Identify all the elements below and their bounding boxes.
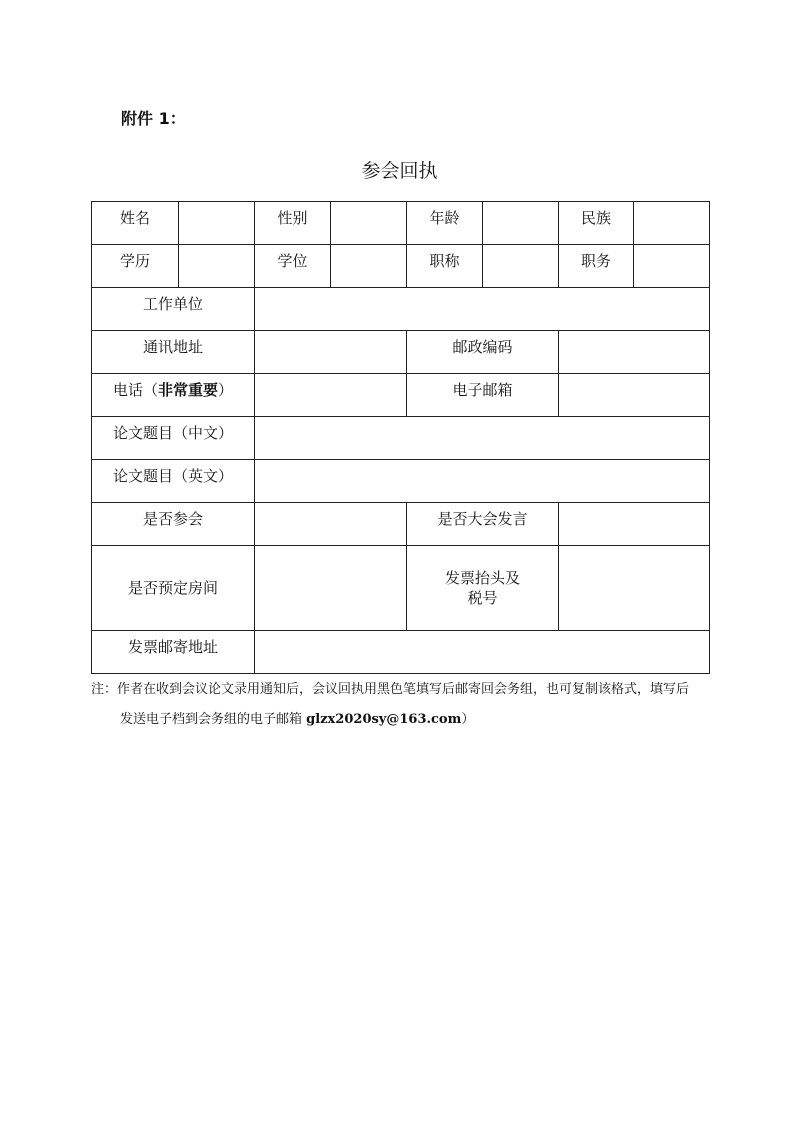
table-row [92,331,710,374]
education-label: 学历 [92,245,179,288]
name-field[interactable] [179,202,255,245]
book-room-label: 是否预定房间 [92,546,255,631]
degree-field[interactable] [331,245,407,288]
phone-label-suffix: ） [218,381,234,399]
age-field[interactable] [483,202,559,245]
postcode-label: 邮政编码 [407,331,559,374]
invoice-header-label [407,546,559,631]
invoice-address-label: 发票邮寄地址 [92,631,255,674]
gender-label: 性别 [255,202,331,245]
paper-title-cn-label: 论文题目（中文） [92,417,255,460]
registration-form-table [91,201,710,674]
workplace-field[interactable] [255,288,710,331]
title-rank-field[interactable] [483,245,559,288]
invoice-header-field[interactable] [559,546,710,631]
table-row [92,503,710,546]
phone-label [92,374,255,417]
table-row [92,288,710,331]
footnote-line1: 注：作者在收到会议论文录用通知后，会议回执用黑色笔填写后邮寄回会务组，也可复制该格式，填写后 [91,682,690,697]
workplace-label: 工作单位 [92,288,255,331]
table-row [92,417,710,460]
education-field[interactable] [179,245,255,288]
invoice-address-field[interactable] [255,631,710,674]
address-label: 通讯地址 [92,331,255,374]
table-row [92,374,710,417]
form-title: 参会回执 [361,160,438,182]
table-row [92,631,710,674]
footnote-line2 [91,710,721,729]
paper-title-en-label: 论文题目（英文） [92,460,255,503]
invoice-header-line2: 税号 [467,589,498,607]
position-label: 职务 [559,245,634,288]
phone-label-emphasis: 非常重要 [157,381,218,399]
table-row [92,460,710,503]
degree-label: 学位 [255,245,331,288]
gender-field[interactable] [331,202,407,245]
invoice-header-line1: 发票抬头及 [444,569,520,587]
email-label: 电子邮箱 [407,374,559,417]
paper-title-en-field[interactable] [255,460,710,503]
title-rank-label: 职称 [407,245,483,288]
age-label: 年龄 [407,202,483,245]
table-row [92,546,710,631]
position-field[interactable] [634,245,710,288]
phone-field[interactable] [255,374,407,417]
footnote-line2-suffix: ） [461,712,475,727]
attend-label: 是否参会 [92,503,255,546]
email-field[interactable] [559,374,710,417]
footnote-line2-text: 发送电子档到会务组的电子邮箱 [120,712,307,727]
name-label: 姓名 [92,202,179,245]
footnote [91,680,721,729]
ethnicity-field[interactable] [634,202,710,245]
paper-title-cn-field[interactable] [255,417,710,460]
speak-field[interactable] [559,503,710,546]
speak-label: 是否大会发言 [407,503,559,546]
ethnicity-label: 民族 [559,202,634,245]
attachment-label: 附件 1： [121,109,186,128]
table-row [92,202,710,245]
attend-field[interactable] [255,503,407,546]
book-room-field[interactable] [255,546,407,631]
table-row [92,245,710,288]
contact-email[interactable]: glzx2020sy@163.com [306,712,462,727]
phone-label-prefix: 电话（ [112,381,158,399]
postcode-field[interactable] [559,331,710,374]
address-field[interactable] [255,331,407,374]
